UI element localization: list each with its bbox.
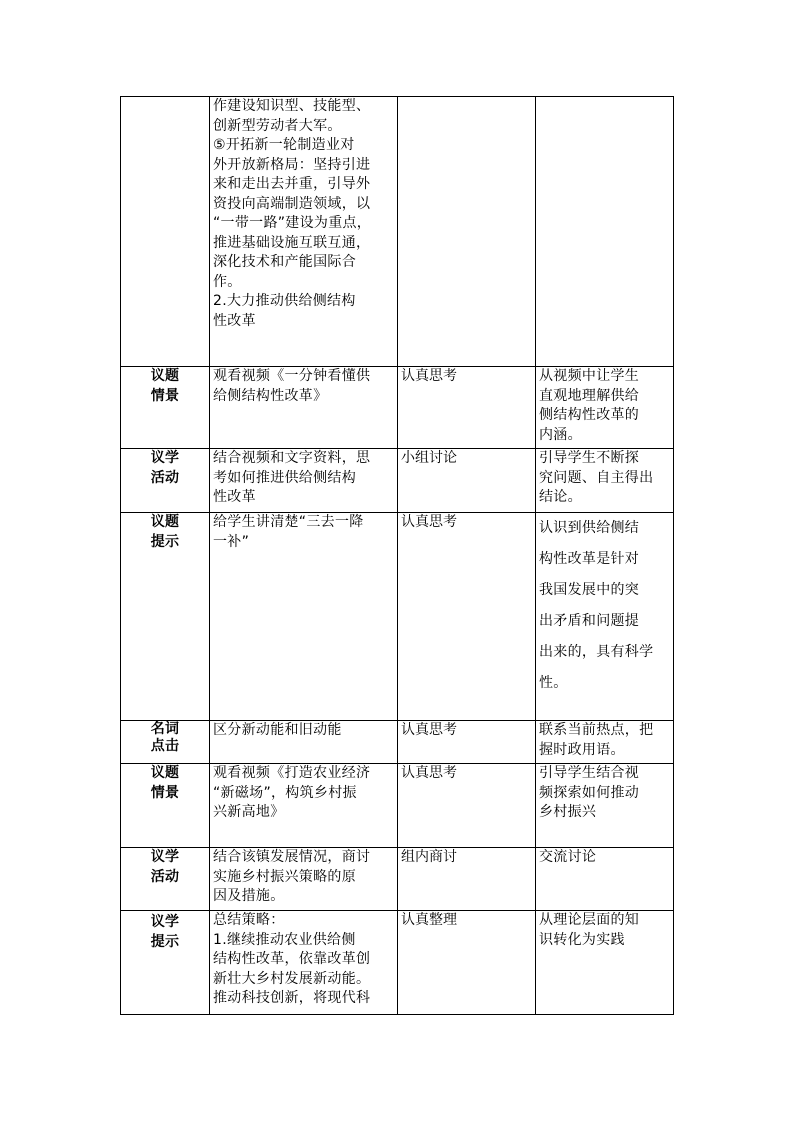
row-label: 议学 活动 <box>121 449 210 513</box>
student-activity-cell: 认真整理 <box>398 911 536 1015</box>
row-label <box>121 97 210 367</box>
design-intent-cell: 引导学生结合视 频探索如何推动 乡村振兴 <box>536 764 674 848</box>
design-intent-cell <box>536 97 674 367</box>
content-cell: 区分新动能和旧动能 <box>210 721 398 764</box>
row-label: 议题 提示 <box>121 513 210 721</box>
student-activity-cell: 组内商讨 <box>398 848 536 911</box>
table-row <box>121 367 674 449</box>
table-row <box>121 764 674 848</box>
table-row <box>121 721 674 764</box>
design-intent-cell: 交流讨论 <box>536 848 674 911</box>
student-activity-cell: 认真思考 <box>398 513 536 721</box>
lesson-plan-table <box>120 96 674 1015</box>
row-label: 议题 情景 <box>121 367 210 449</box>
student-activity-cell <box>398 97 536 367</box>
content-cell: 观看视频《一分钟看懂供 给侧结构性改革》 <box>210 367 398 449</box>
design-intent-cell: 联系当前热点，把 握时政用语。 <box>536 721 674 764</box>
table-row <box>121 513 674 721</box>
row-label: 议学 提示 <box>121 911 210 1015</box>
row-label: 议题 情景 <box>121 764 210 848</box>
table-row <box>121 449 674 513</box>
design-intent-cell: 引导学生不断探 究问题、自主得出 结论。 <box>536 449 674 513</box>
design-intent-cell: 从理论层面的知 识转化为实践 <box>536 911 674 1015</box>
row-label: 议学 活动 <box>121 848 210 911</box>
content-cell: 观看视频《打造农业经济 “新磁场”，构筑乡村振 兴新高地》 <box>210 764 398 848</box>
student-activity-cell: 小组讨论 <box>398 449 536 513</box>
content-cell: 结合该镇发展情况，商讨 实施乡村振兴策略的原 因及措施。 <box>210 848 398 911</box>
table-row <box>121 848 674 911</box>
student-activity-cell: 认真思考 <box>398 721 536 764</box>
table-row <box>121 911 674 1015</box>
design-intent-cell: 从视频中让学生 直观地理解供给 侧结构性改革的 内涵。 <box>536 367 674 449</box>
table-row <box>121 97 674 367</box>
student-activity-cell: 认真思考 <box>398 764 536 848</box>
row-label: 名词 点击 <box>121 721 210 764</box>
content-cell: 作建设知识型、技能型、 创新型劳动者大军。 ⑤开拓新一轮制造业对 外开放新格局：坚持引进 来和走出去并重，引导外 资投向高端制造领域，以 “一带一路”建设为重点， 推进基础设施互联互通， 深化技术和产能国际合 作。 2.大力推动供给侧结构 性改革 <box>210 97 398 367</box>
content-cell: 给学生讲清楚“三去一降 一补” <box>210 513 398 721</box>
content-cell: 结合视频和文字资料，思 考如何推进供给侧结构 性改革 <box>210 449 398 513</box>
content-cell: 总结策略： 1.继续推动农业供给侧 结构性改革，依靠改革创 新壮大乡村发展新动能。 推动科技创新，将现代科 <box>210 911 398 1015</box>
student-activity-cell: 认真思考 <box>398 367 536 449</box>
design-intent-cell: 认识到供给侧结 构性改革是针对 我国发展中的突 出矛盾和问题提 出来的，具有科学 性。 <box>536 513 674 721</box>
